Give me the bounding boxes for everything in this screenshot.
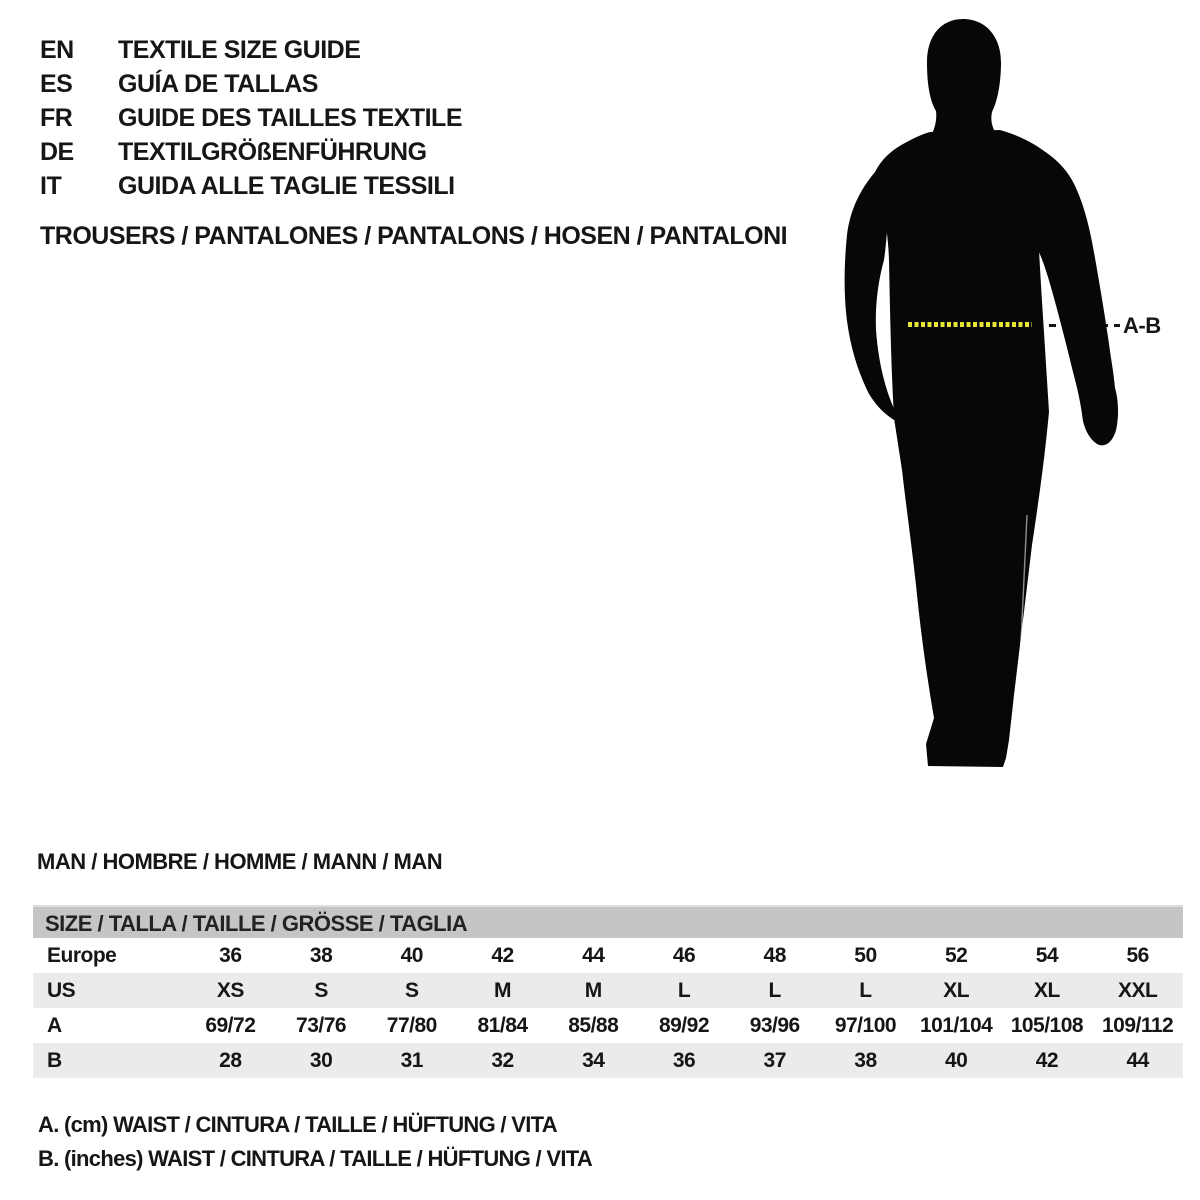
row-label: US xyxy=(47,979,76,1002)
lang-code: DE xyxy=(40,138,74,166)
size-cell: 31 xyxy=(400,1049,423,1072)
lang-title: GUÍA DE TALLAS xyxy=(118,70,318,98)
table-row-a xyxy=(33,1008,1183,1043)
size-cell: 30 xyxy=(309,1049,333,1072)
size-cell: 32 xyxy=(491,1049,514,1072)
language-list xyxy=(40,33,462,203)
size-cell: 93/96 xyxy=(749,1014,800,1037)
size-cell: 97/100 xyxy=(834,1014,897,1037)
size-cell: 85/88 xyxy=(568,1014,619,1037)
size-cell: 28 xyxy=(219,1049,242,1072)
note-a: A. (cm) WAIST / CINTURA / TAILLE / HÜFTUNG / VITA xyxy=(38,1112,557,1137)
size-cell: 38 xyxy=(309,944,333,967)
size-cell: 37 xyxy=(763,1049,786,1072)
table-row-b xyxy=(33,1043,1183,1078)
size-cell: 38 xyxy=(854,1049,877,1072)
lang-title: GUIDE DES TAILLES TEXTILE xyxy=(118,104,463,132)
size-cell: 44 xyxy=(582,944,605,967)
row-label: A xyxy=(47,1014,62,1037)
size-cell: 36 xyxy=(219,944,242,967)
size-cell: XL xyxy=(943,979,970,1002)
size-cell: 44 xyxy=(1126,1049,1149,1072)
lang-row-en xyxy=(40,33,462,67)
table-row-europe xyxy=(33,938,1183,973)
size-cell: 42 xyxy=(491,944,514,967)
size-cell: 89/92 xyxy=(658,1014,710,1037)
size-cell: 50 xyxy=(854,944,877,967)
man-silhouette-svg xyxy=(830,10,1200,780)
row-label: Europe xyxy=(47,944,117,967)
lang-code: IT xyxy=(40,172,62,200)
size-cell: L xyxy=(677,979,691,1002)
size-cell: 105/108 xyxy=(1010,1014,1084,1037)
lang-title: TEXTILGRÖßENFÜHRUNG xyxy=(118,138,427,166)
size-cell: 109/112 xyxy=(1101,1014,1174,1037)
size-cell: L xyxy=(859,979,872,1002)
lang-code: EN xyxy=(40,36,74,64)
size-cell: 46 xyxy=(672,944,696,967)
lang-code: ES xyxy=(40,70,73,98)
note-b: B. (inches) WAIST / CINTURA / TAILLE / HÜFTUNG / VITA xyxy=(38,1146,593,1171)
lang-code: FR xyxy=(40,104,73,132)
size-cell: L xyxy=(768,979,781,1002)
size-table xyxy=(33,905,1183,1078)
lang-title: GUIDA ALLE TAGLIE TESSILI xyxy=(118,172,455,200)
table-row-us xyxy=(33,973,1183,1008)
size-cell: XL xyxy=(1033,979,1060,1002)
size-cell: S xyxy=(314,979,328,1002)
measure-label: A-B xyxy=(1123,313,1161,338)
size-cell: 42 xyxy=(1035,1049,1059,1072)
size-cell: 54 xyxy=(1035,944,1059,967)
size-cell: XS xyxy=(216,979,244,1002)
lang-row-de xyxy=(40,135,462,169)
waist-measure-line xyxy=(908,322,1032,327)
size-table-header: SIZE / TALLA / TAILLE / GRÖSSE / TAGLIA xyxy=(33,905,1183,938)
size-cell: M xyxy=(494,979,512,1002)
size-cell: 77/80 xyxy=(386,1014,437,1037)
lang-row-es xyxy=(40,67,462,101)
lang-row-fr xyxy=(40,101,462,135)
man-silhouette xyxy=(830,10,1200,780)
size-cell: M xyxy=(584,979,602,1002)
size-cell: 81/84 xyxy=(477,1014,528,1037)
lang-title: TEXTILE SIZE GUIDE xyxy=(118,36,361,64)
size-cell: 101/104 xyxy=(919,1014,993,1037)
size-cell: XXL xyxy=(1117,979,1158,1002)
size-cell: 36 xyxy=(672,1049,696,1072)
section-title: MAN / HOMBRE / HOMME / MANN / MAN xyxy=(37,849,443,874)
size-cell: 52 xyxy=(944,944,968,967)
size-cell: 69/72 xyxy=(205,1014,256,1037)
measurement-notes xyxy=(38,1108,592,1176)
size-cell: 40 xyxy=(944,1049,968,1072)
size-cell: 73/76 xyxy=(296,1014,347,1037)
lang-row-it xyxy=(40,169,462,203)
row-label: B xyxy=(47,1049,62,1072)
size-cell: 56 xyxy=(1126,944,1149,967)
size-cell: S xyxy=(405,979,419,1002)
size-cell: 34 xyxy=(582,1049,605,1072)
category-title: TROUSERS / PANTALONES / PANTALONS / HOSEN / PANTALONI xyxy=(40,222,788,250)
size-cell: 40 xyxy=(400,944,423,967)
size-cell: 48 xyxy=(763,944,786,967)
